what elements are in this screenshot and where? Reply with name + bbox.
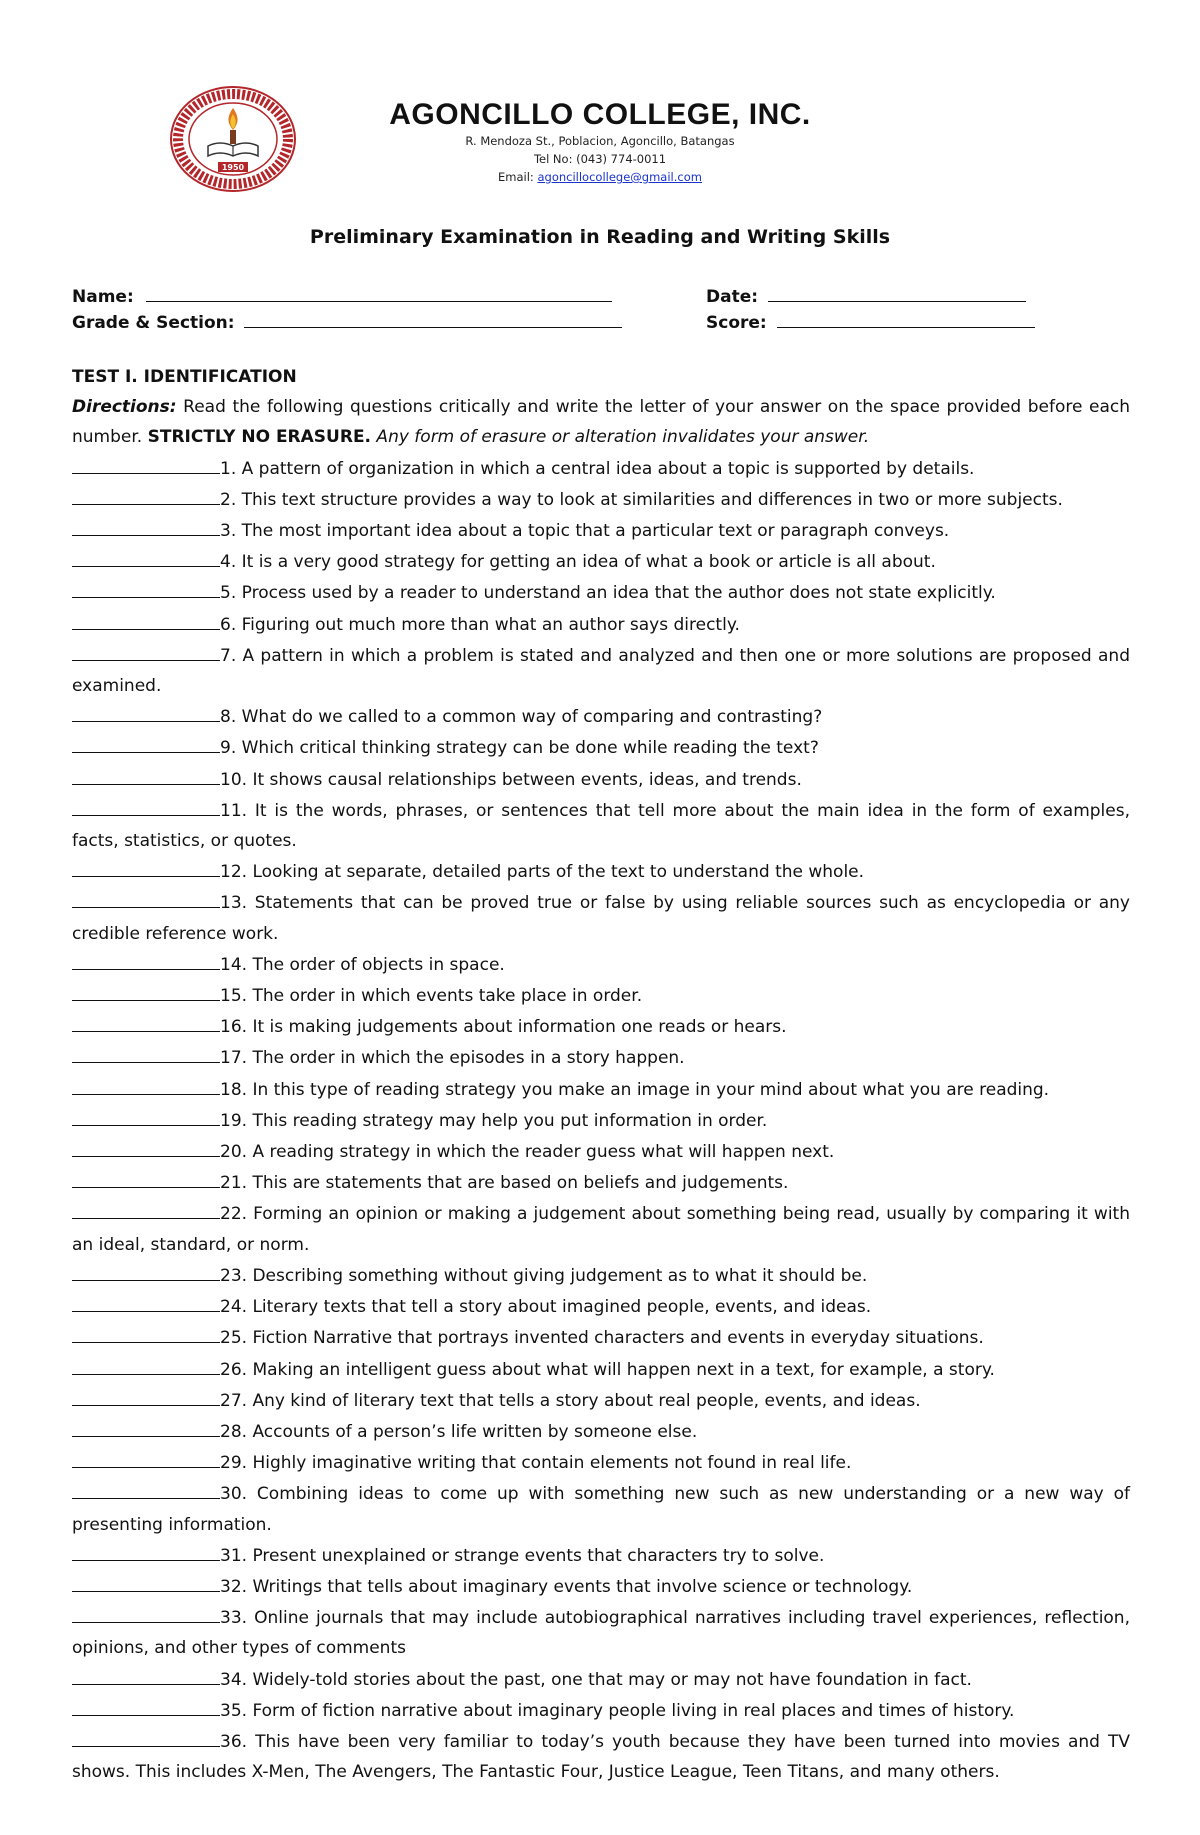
question-item	[72, 1726, 1130, 1787]
question-text: 36. This have been very familiar to today’s youth because they have been turned into movies and TV shows. This includes X-Men, The Avengers, The Fantastic Four, Justice League, Teen Titans, and many others.	[72, 1731, 1130, 1783]
question-text: 34. Widely-told stories about the past, one that may or may not have foundation in fact.	[220, 1669, 972, 1690]
question-item	[72, 1540, 1130, 1571]
question-item	[72, 1198, 1130, 1259]
directions-italic: Any form of erasure or alteration invalidates your answer.	[371, 427, 870, 448]
question-text: 1. A pattern of organization in which a central idea about a topic is supported by details.	[220, 458, 975, 479]
question-item	[72, 732, 1130, 763]
answer-blank[interactable]	[72, 1416, 220, 1437]
question-item	[72, 1447, 1130, 1478]
question-text: 20. A reading strategy in which the reader guess what will happen next.	[220, 1142, 835, 1163]
question-text: 10. It shows causal relationships between events, ideas, and trends.	[220, 769, 802, 790]
date-label: Date:	[706, 287, 759, 307]
answer-blank[interactable]	[72, 640, 220, 661]
answer-blank[interactable]	[72, 764, 220, 785]
answer-blank[interactable]	[72, 1447, 220, 1468]
answer-blank[interactable]	[72, 577, 220, 598]
question-text: 18. In this type of reading strategy you make an image in your mind about what you are reading.	[220, 1079, 1050, 1100]
question-item	[72, 546, 1130, 577]
question-item	[72, 515, 1130, 546]
question-item	[72, 1136, 1130, 1167]
answer-blank[interactable]	[72, 1011, 220, 1032]
answer-blank[interactable]	[72, 1260, 220, 1281]
question-text: 27. Any kind of literary text that tells a story about real people, events, and ideas.	[220, 1390, 921, 1411]
question-item	[72, 453, 1130, 484]
date-input-line[interactable]	[768, 283, 1026, 302]
question-item	[72, 1695, 1130, 1726]
answer-blank[interactable]	[72, 1322, 220, 1343]
grade-section-input-line[interactable]	[244, 309, 622, 328]
question-text: 21. This are statements that are based on beliefs and judgements.	[220, 1173, 789, 1194]
question-item	[72, 1385, 1130, 1416]
answer-blank[interactable]	[72, 1602, 220, 1623]
name-label: Name:	[72, 287, 134, 307]
answer-blank[interactable]	[72, 1664, 220, 1685]
question-item	[72, 1322, 1130, 1353]
directions-strict: STRICTLY NO ERASURE.	[147, 427, 372, 448]
answer-blank[interactable]	[72, 1385, 220, 1406]
score-field	[706, 309, 1035, 335]
question-item	[72, 1602, 1130, 1663]
answer-blank[interactable]	[72, 546, 220, 567]
question-item	[72, 609, 1130, 640]
directions-label: Directions:	[72, 397, 177, 418]
question-text: 17. The order in which the episodes in a story happen.	[220, 1048, 685, 1069]
question-item	[72, 1042, 1130, 1073]
answer-blank[interactable]	[72, 484, 220, 505]
test-heading: TEST I. IDENTIFICATION	[72, 367, 297, 387]
college-logo	[168, 84, 298, 194]
question-text: 9. Which critical thinking strategy can be done while reading the text?	[220, 738, 819, 759]
question-item	[72, 1291, 1130, 1322]
answer-blank[interactable]	[72, 1074, 220, 1095]
directions-text: Read the following questions critically and write the letter of your answer on the space provided before each number.	[72, 397, 1130, 448]
question-text: 13. Statements that can be proved true or false by using reliable sources such as encyclopedia or any credible reference work.	[72, 893, 1130, 944]
question-text: 12. Looking at separate, detailed parts of the text to understand the whole.	[220, 862, 865, 883]
test-section	[72, 362, 1130, 1787]
question-item	[72, 1478, 1130, 1539]
score-input-line[interactable]	[777, 309, 1035, 328]
answer-blank[interactable]	[72, 1695, 220, 1716]
question-text: 35. Form of fiction narrative about imaginary people living in real places and times of history.	[220, 1700, 1015, 1721]
date-field	[706, 283, 1026, 309]
answer-blank[interactable]	[72, 1167, 220, 1188]
question-item	[72, 795, 1130, 856]
answer-blank[interactable]	[72, 980, 220, 1001]
question-text: 8. What do we called to a common way of comparing and contrasting?	[220, 707, 823, 728]
question-text: 3. The most important idea about a topic that a particular text or paragraph conveys.	[220, 521, 950, 542]
question-text: 16. It is making judgements about information one reads or hears.	[220, 1017, 787, 1038]
question-text: 11. It is the words, phrases, or sentences that tell more about the main idea in the form of examples, facts, statistics, or quotes.	[72, 800, 1130, 852]
question-item	[72, 1074, 1130, 1105]
question-text: 6. Figuring out much more than what an author says directly.	[220, 614, 740, 635]
email-link[interactable]: agoncillocollege@gmail.com	[537, 170, 702, 184]
question-item	[72, 1416, 1130, 1447]
email-label: Email:	[498, 170, 538, 184]
college-email-line	[300, 168, 900, 186]
answer-blank[interactable]	[72, 701, 220, 722]
answer-blank[interactable]	[72, 795, 220, 816]
answer-blank[interactable]	[72, 949, 220, 970]
answer-blank[interactable]	[72, 1042, 220, 1063]
answer-blank[interactable]	[72, 856, 220, 877]
question-text: 23. Describing something without giving judgement as to what it should be.	[220, 1265, 868, 1286]
answer-blank[interactable]	[72, 1198, 220, 1219]
college-name: AGONCILLO COLLEGE, INC.	[389, 98, 811, 131]
question-item	[72, 1105, 1130, 1136]
question-item	[72, 484, 1130, 515]
question-text: 25. Fiction Narrative that portrays invented characters and events in everyday situations.	[220, 1328, 984, 1349]
answer-blank[interactable]	[72, 515, 220, 536]
college-address: R. Mendoza St., Poblacion, Agoncillo, Batangas	[465, 134, 735, 148]
answer-blank[interactable]	[72, 1136, 220, 1157]
question-item	[72, 701, 1130, 732]
answer-blank[interactable]	[72, 1478, 220, 1499]
question-text: 31. Present unexplained or strange events that characters try to solve.	[220, 1545, 825, 1566]
answer-blank[interactable]	[72, 453, 220, 474]
question-item	[72, 1571, 1130, 1602]
name-field	[72, 283, 612, 309]
question-item	[72, 1011, 1130, 1042]
answer-blank[interactable]	[72, 609, 220, 630]
question-item	[72, 1167, 1130, 1198]
answer-blank[interactable]	[72, 1354, 220, 1375]
directions	[72, 392, 1130, 452]
question-text: 33. Online journals that may include autobiographical narratives including travel experiences, reflection, opinions, and other types of comments	[72, 1608, 1130, 1659]
question-text: 5. Process used by a reader to understand an idea that the author does not state explicitly.	[220, 583, 996, 604]
answer-blank[interactable]	[72, 887, 220, 908]
question-list	[72, 453, 1130, 1788]
name-input-line[interactable]	[146, 283, 612, 302]
question-text: 22. Forming an opinion or making a judgement about something being read, usually by comparing it with an ideal, standard, or norm.	[72, 1204, 1130, 1255]
answer-blank[interactable]	[72, 1540, 220, 1561]
question-item	[72, 1354, 1130, 1385]
question-item	[72, 1260, 1130, 1291]
answer-blank[interactable]	[72, 1571, 220, 1592]
question-text: 15. The order in which events take place in order.	[220, 986, 643, 1007]
question-text: 19. This reading strategy may help you put information in order.	[220, 1110, 768, 1131]
question-text: 2. This text structure provides a way to look at similarities and differences in two or more subjects.	[220, 489, 1063, 510]
score-label: Score:	[706, 313, 767, 333]
college-header	[300, 98, 900, 186]
question-text: 29. Highly imaginative writing that contain elements not found in real life.	[220, 1453, 852, 1474]
question-item	[72, 1664, 1130, 1695]
question-item	[72, 577, 1130, 608]
question-text: 4. It is a very good strategy for getting an idea of what a book or article is all about.	[220, 552, 936, 573]
answer-blank[interactable]	[72, 1291, 220, 1312]
question-text: 32. Writings that tells about imaginary events that involve science or technology.	[220, 1576, 913, 1597]
answer-blank[interactable]	[72, 732, 220, 753]
question-text: 28. Accounts of a person’s life written by someone else.	[220, 1421, 698, 1442]
answer-blank[interactable]	[72, 1105, 220, 1126]
exam-title: Preliminary Examination in Reading and Writing Skills	[309, 226, 891, 248]
grade-section-field	[72, 309, 622, 335]
question-text: 30. Combining ideas to come up with something new such as new understanding or a new way of presenting information.	[72, 1484, 1130, 1535]
answer-blank[interactable]	[72, 1726, 220, 1747]
question-text: 14. The order of objects in space.	[220, 954, 505, 975]
grade-section-label: Grade & Section:	[72, 313, 235, 333]
question-item	[72, 764, 1130, 795]
question-text: 24. Literary texts that tell a story about imagined people, events, and ideas.	[220, 1297, 872, 1318]
question-text: 7. A pattern in which a problem is stated and analyzed and then one or more solutions are proposed and examined.	[72, 645, 1130, 697]
question-text: 26. Making an intelligent guess about what will happen next in a text, for example, a story.	[220, 1359, 995, 1380]
logo-year: 1950	[221, 163, 245, 172]
college-telephone: Tel No: (043) 774-0011	[533, 152, 667, 166]
question-item	[72, 887, 1130, 948]
question-item	[72, 640, 1130, 701]
question-item	[72, 856, 1130, 887]
question-item	[72, 949, 1130, 980]
question-item	[72, 980, 1130, 1011]
